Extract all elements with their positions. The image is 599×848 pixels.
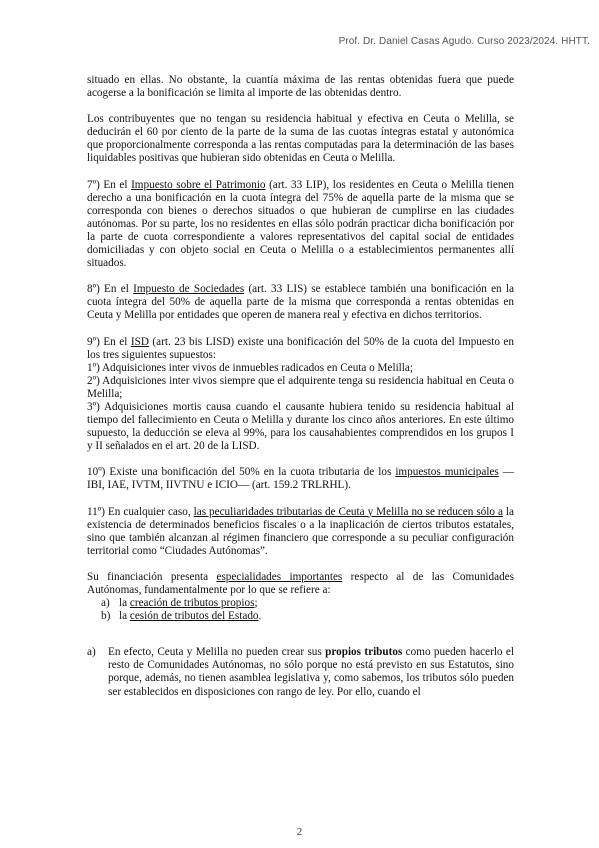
paragraph-financiacion: Su financiación presenta especialidades importantes respecto al de las Comunidades Autónomas, fundamentalmente por lo que se refiere a: (87, 570, 514, 596)
list-item: 1º) Adquisiciones inter vivos de inmuebles radicados en Ceuta o Melilla; (87, 361, 413, 374)
underlined-term: las peculiaridades tributarias de Ceuta y Melilla no se reducen sólo a (193, 505, 503, 518)
paragraph-non-residents: Los contribuyentes que no tengan su residencia habitual y efectiva en Ceuta o Melilla, se deducirán el 60 por ciento de la parte de la suma de las cuotas íntegras estatal y autonómica que proporcionalmente corresponda a las rentas computadas para la determinación de las bases liquidables positivas que hubieran sido obtenidas en Ceuta o Melilla. (87, 113, 514, 165)
underlined-term: Impuesto de Sociedades (133, 283, 245, 296)
underlined-term: impuestos municipales (395, 466, 499, 479)
list-item: 2º) Adquisiciones inter vivos siempre que el adquirente tenga su residencia habitual en Ceuta o Melilla; (87, 374, 514, 400)
underlined-term: Impuesto sobre el Patrimonio (131, 178, 266, 191)
bold-term: propios tributos (325, 646, 403, 659)
paragraph-municipal: 10º) Existe una bonificación del 50% en la cuota tributaria de los impuestos municipales —IBI, IAE, IVTM, IIVTNU e ICIO— (art. 159.2 TRLRHL). (87, 466, 514, 492)
page-number: 2 (296, 826, 303, 838)
document-body (87, 74, 514, 699)
list-marker: a) (87, 646, 96, 659)
list-item: a) En efecto, Ceuta y Melilla no pueden crear sus propios tributos como pueden hacerlo el resto de Comunidades Autónomas, no sólo porque no está previsto en sus Estatutos, sino porque, además, no tienen asamblea legislativa y, como sabemos, los tributos sólo pueden ser establecidos en disposiciones con rango de ley. Por ello, cuando el (87, 646, 514, 698)
underlined-term: ISD (130, 335, 149, 348)
page-header: Prof. Dr. Daniel Casas Agudo. Curso 2023/2024. HHTT. (338, 36, 590, 47)
list-item: a) la creación de tributos propios; (101, 597, 258, 610)
paragraph-patrimonio: 7º) En el Impuesto sobre el Patrimonio (art. 33 LIP), los residentes en Ceuta o Melilla tienen derecho a una bonificación en la cuota íntegra del 75% de aquella parte de la misma que se corresponda con bienes o derechos situados o que hubieran de cumplirse en las ciudades autónomas. Por su parte, los no residentes en ellas sólo podrán practicar dicha bonificación por la parte de cuota correspondiente a valores representativos del capital social de entidades domiciliadas y con objeto social en Ceuta o Melilla o a establecimientos permanentes allí situados. (87, 178, 514, 270)
underlined-term: especialidades importantes (216, 570, 343, 583)
list-marker: b) (101, 610, 111, 623)
list-marker: a) (101, 597, 110, 610)
paragraph-sociedades: 8º) En el Impuesto de Sociedades (art. 33 LIS) se establece también una bonificación en la cuota íntegra del 50% de aquella parte de la misma que corresponda a rentas obtenidas en Ceuta y Melilla por entidades que operen de manera real y efectiva en dichos territorios. (87, 283, 514, 322)
paragraph-continuation: situado en ellas. No obstante, la cuantía máxima de las rentas obtenidas fuera que puede acogerse a la bonificación se limita al importe de las obtenidas dentro. (87, 74, 514, 100)
underlined-term: cesión de tributos del Estado (129, 610, 259, 623)
paragraph-isd: 9º) En el ISD (art. 23 bis LISD) existe una bonificación del 50% de la cuota del Impuesto en los tres siguientes supuestos: (87, 335, 514, 361)
paragraph-peculiaridades: 11º) En cualquier caso, las peculiaridades tributarias de Ceuta y Melilla no se reducen sólo a la existencia de determinados beneficios fiscales o a la inaplicación de ciertos tributos estatales, sino que también alcanzan al régimen financiero que corresponde a su peculiar configuración territorial como “Ciudades Autónomas”. (87, 505, 514, 557)
list-item: 3º) Adquisiciones mortis causa cuando el causante hubiera tenido su residencia habitual al tiempo del fallecimiento en Ceuta o Melilla y durante los cinco años anteriores. En este último supuesto, la deducción se eleva al 99%, para los causahabientes comprendidos en los grupos I y II señalados en el art. 20 de la LISD. (87, 400, 514, 453)
list-item: b) la cesión de tributos del Estado. (101, 610, 262, 623)
underlined-term: creación de tributos propios (129, 597, 255, 610)
